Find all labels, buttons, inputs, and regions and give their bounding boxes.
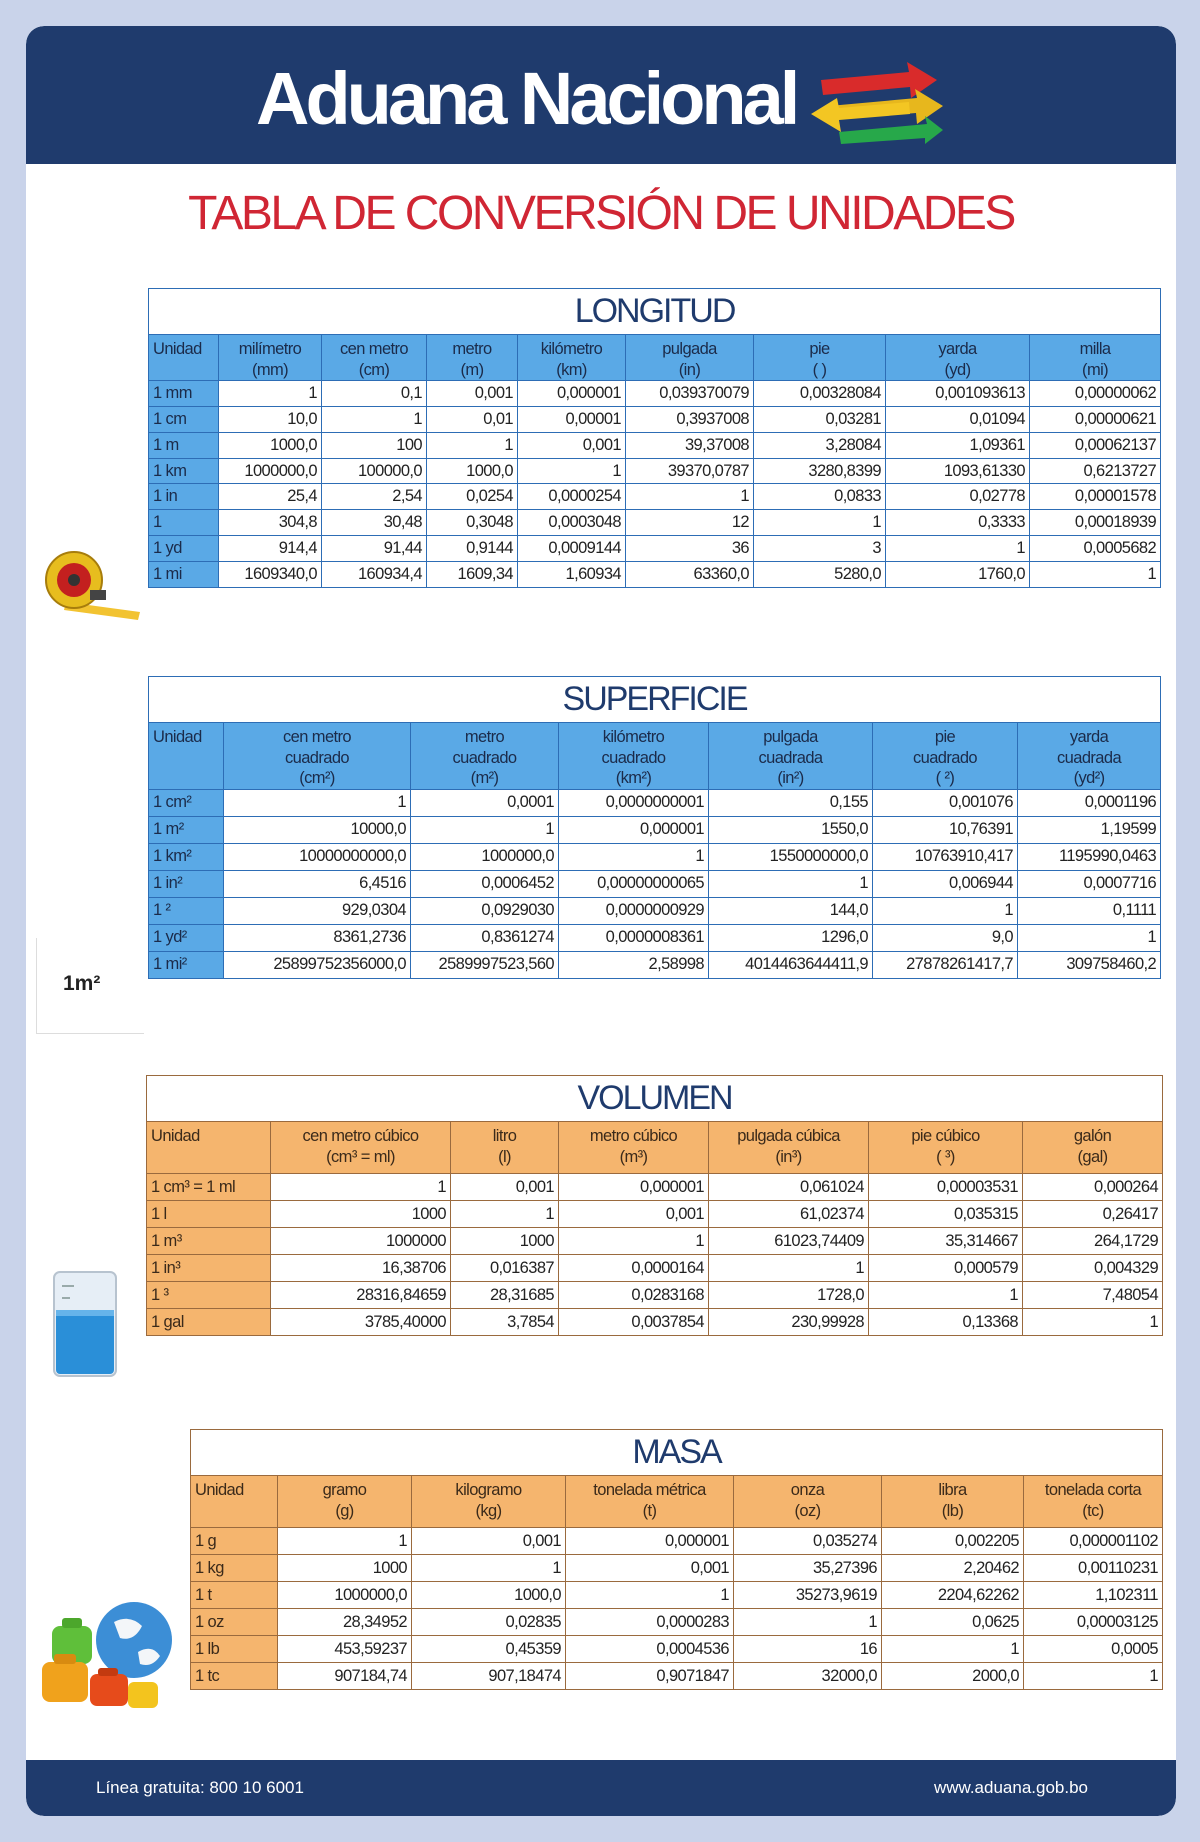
header-bar — [26, 26, 1176, 164]
table-cell: 0,0000008361 — [559, 924, 709, 951]
table-cell: 30,48 — [322, 510, 427, 536]
table-cell: 1 — [873, 897, 1018, 924]
table-row — [149, 951, 1161, 978]
table-cell: 0,3048 — [427, 510, 518, 536]
table-cell: 1000,0 — [219, 432, 322, 458]
table-cell: 304,8 — [219, 510, 322, 536]
table-cell: 0,000579 — [869, 1255, 1023, 1282]
superficie-col-header: Unidad — [149, 723, 224, 790]
masa-title: MASA — [191, 1430, 1163, 1476]
table-row — [149, 510, 1161, 536]
table-cell: 0,000001 — [566, 1528, 734, 1555]
volumen-col-header: pie cúbico ( ³) — [869, 1122, 1023, 1174]
table-cell: 914,4 — [219, 536, 322, 562]
table-cell: 0,000001102 — [1024, 1528, 1163, 1555]
table-cell: 2,54 — [322, 484, 427, 510]
row-unit-label: 1 km — [149, 458, 219, 484]
table-cell: 0,00000621 — [1030, 407, 1161, 433]
masa-col-header: tonelada corta (tc) — [1024, 1476, 1163, 1528]
volumen-col-header: cen metro cúbico (cm³ = ml) — [271, 1122, 451, 1174]
volumen-col-header: litro (l) — [451, 1122, 559, 1174]
table-cell: 1,60934 — [518, 561, 626, 587]
table-cell: 0,0254 — [427, 484, 518, 510]
masa-header-row — [191, 1476, 1163, 1528]
table-cell: 28,31685 — [451, 1282, 559, 1309]
table-cell: 0,004329 — [1023, 1255, 1163, 1282]
longitud-col-header: pulgada (in) — [626, 335, 754, 381]
table-cell: 0,02778 — [886, 484, 1030, 510]
superficie-table — [148, 676, 1161, 979]
table-cell: 0,13368 — [869, 1309, 1023, 1336]
table-row — [191, 1555, 1163, 1582]
masa-col-header: libra (lb) — [882, 1476, 1024, 1528]
table-cell: 1 — [451, 1201, 559, 1228]
row-unit-label: 1 mi² — [149, 951, 224, 978]
masa-body — [191, 1528, 1163, 1690]
row-unit-label: 1 ³ — [147, 1282, 271, 1309]
table-cell: 0,1111 — [1018, 897, 1161, 924]
row-unit-label: 1 kg — [191, 1555, 278, 1582]
table-cell: 0,00062137 — [1030, 432, 1161, 458]
table-cell: 1 — [278, 1528, 412, 1555]
table-cell: 28,34952 — [278, 1609, 412, 1636]
table-row — [147, 1201, 1163, 1228]
table-cell: 16,38706 — [271, 1255, 451, 1282]
table-cell: 309758460,2 — [1018, 951, 1161, 978]
table-cell: 0,0000283 — [566, 1609, 734, 1636]
table-cell: 0,001 — [518, 432, 626, 458]
table-cell: 1 — [1023, 1309, 1163, 1336]
table-cell: 1550,0 — [709, 816, 873, 843]
row-unit-label: 1 in² — [149, 870, 224, 897]
table-cell: 0,00000000065 — [559, 870, 709, 897]
table-row — [149, 536, 1161, 562]
table-cell: 35273,9619 — [734, 1582, 882, 1609]
masa-col-header: Unidad — [191, 1476, 278, 1528]
table-cell: 2,58998 — [559, 951, 709, 978]
table-row — [147, 1174, 1163, 1201]
table-cell: 28316,84659 — [271, 1282, 451, 1309]
table-cell: 1 — [219, 381, 322, 407]
table-cell: 35,314667 — [869, 1228, 1023, 1255]
volumen-col-header: Unidad — [147, 1122, 271, 1174]
table-cell: 0,0283168 — [559, 1282, 709, 1309]
table-row — [191, 1609, 1163, 1636]
longitud-section — [148, 288, 1160, 588]
arrows-logo-icon — [809, 54, 944, 144]
table-cell: 0,0005682 — [1030, 536, 1161, 562]
table-cell: 0,00001 — [518, 407, 626, 433]
masa-col-header: gramo (g) — [278, 1476, 412, 1528]
tape-measure-icon — [36, 546, 146, 626]
table-cell: 3,7854 — [451, 1309, 559, 1336]
longitud-col-header: kilómetro (km) — [518, 335, 626, 381]
table-cell: 1760,0 — [886, 561, 1030, 587]
table-cell: 1 — [271, 1174, 451, 1201]
table-cell: 10000,0 — [224, 816, 411, 843]
row-unit-label: 1 gal — [147, 1309, 271, 1336]
table-cell: 91,44 — [322, 536, 427, 562]
row-unit-label: 1 cm² — [149, 789, 224, 816]
table-cell: 453,59237 — [278, 1636, 412, 1663]
table-cell: 1 — [411, 816, 559, 843]
table-cell: 1000 — [451, 1228, 559, 1255]
volumen-col-header: metro cúbico (m³) — [559, 1122, 709, 1174]
row-unit-label: 1 m³ — [147, 1228, 271, 1255]
table-cell: 1 — [1030, 561, 1161, 587]
table-cell: 3280,8399 — [754, 458, 886, 484]
table-cell: 0,0037854 — [559, 1309, 709, 1336]
page-title: TABLA DE CONVERSIÓN DE UNIDADES — [188, 187, 1014, 240]
table-cell: 0,061024 — [709, 1174, 869, 1201]
table-cell: 1000000,0 — [278, 1582, 412, 1609]
longitud-col-header: milla (mi) — [1030, 335, 1161, 381]
masa-col-header: onza (oz) — [734, 1476, 882, 1528]
table-cell: 1 — [224, 789, 411, 816]
table-row — [149, 924, 1161, 951]
table-cell: 10,0 — [219, 407, 322, 433]
masa-section — [190, 1429, 1162, 1690]
table-cell: 2204,62262 — [882, 1582, 1024, 1609]
row-unit-label: 1 g — [191, 1528, 278, 1555]
row-unit-label: 1 cm — [149, 407, 219, 433]
table-cell: 1093,61330 — [886, 458, 1030, 484]
table-row — [191, 1528, 1163, 1555]
table-cell: 0,000001 — [559, 1174, 709, 1201]
row-unit-label: 1 yd² — [149, 924, 224, 951]
table-cell: 2,20462 — [882, 1555, 1024, 1582]
table-cell: 0,45359 — [412, 1636, 566, 1663]
table-cell: 6,4516 — [224, 870, 411, 897]
table-cell: 0,00001578 — [1030, 484, 1161, 510]
area-square-illustration — [36, 938, 144, 1034]
table-cell: 3,28084 — [754, 432, 886, 458]
longitud-col-header: Unidad — [149, 335, 219, 381]
row-unit-label: 1 ² — [149, 897, 224, 924]
table-row — [149, 432, 1161, 458]
table-cell: 1 — [559, 1228, 709, 1255]
longitud-table — [148, 288, 1161, 588]
table-cell: 1195990,0463 — [1018, 843, 1161, 870]
table-cell: 1,09361 — [886, 432, 1030, 458]
table-cell: 144,0 — [709, 897, 873, 924]
table-cell: 9,0 — [873, 924, 1018, 951]
table-cell: 0,016387 — [451, 1255, 559, 1282]
table-cell: 0,00328084 — [754, 381, 886, 407]
table-cell: 1296,0 — [709, 924, 873, 951]
table-cell: 10763910,417 — [873, 843, 1018, 870]
row-unit-label: 1 in³ — [147, 1255, 271, 1282]
table-cell: 100 — [322, 432, 427, 458]
table-cell: 0,0000000929 — [559, 897, 709, 924]
table-cell: 1000,0 — [412, 1582, 566, 1609]
superficie-col-header: cen metro cuadrado (cm²) — [224, 723, 411, 790]
table-cell: 61,02374 — [709, 1201, 869, 1228]
table-cell: 0,0929030 — [411, 897, 559, 924]
table-cell: 230,99928 — [709, 1309, 869, 1336]
table-cell: 16 — [734, 1636, 882, 1663]
table-cell: 10,76391 — [873, 816, 1018, 843]
table-cell: 0,000001 — [518, 381, 626, 407]
table-cell: 10000000000,0 — [224, 843, 411, 870]
table-cell: 0,000264 — [1023, 1174, 1163, 1201]
table-cell: 8361,2736 — [224, 924, 411, 951]
table-cell: 0,0001196 — [1018, 789, 1161, 816]
longitud-col-header: pie ( ) — [754, 335, 886, 381]
table-cell: 0,9071847 — [566, 1663, 734, 1690]
beaker-icon — [40, 1266, 130, 1381]
table-row — [147, 1255, 1163, 1282]
table-cell: 0,3333 — [886, 510, 1030, 536]
volumen-col-header: galón (gal) — [1023, 1122, 1163, 1174]
table-cell: 32000,0 — [734, 1663, 882, 1690]
row-unit-label: 1 — [149, 510, 219, 536]
volumen-section — [146, 1075, 1162, 1336]
area-square-label: 1m² — [63, 972, 101, 995]
table-cell: 4014463644411,9 — [709, 951, 873, 978]
table-row — [191, 1582, 1163, 1609]
table-cell: 3 — [754, 536, 886, 562]
table-cell: 1609,34 — [427, 561, 518, 587]
table-cell: 0,00000062 — [1030, 381, 1161, 407]
table-cell: 907,18474 — [412, 1663, 566, 1690]
row-unit-label: 1 tc — [191, 1663, 278, 1690]
table-cell: 160934,4 — [322, 561, 427, 587]
table-cell: 5280,0 — [754, 561, 886, 587]
longitud-col-header: metro (m) — [427, 335, 518, 381]
table-cell: 0,02835 — [412, 1609, 566, 1636]
table-cell: 0,0005 — [1024, 1636, 1163, 1663]
table-cell: 7,48054 — [1023, 1282, 1163, 1309]
table-cell: 1 — [869, 1282, 1023, 1309]
longitud-body — [149, 381, 1161, 587]
table-cell: 0,0000254 — [518, 484, 626, 510]
table-cell: 1000000,0 — [411, 843, 559, 870]
table-cell: 0,0009144 — [518, 536, 626, 562]
table-cell: 100000,0 — [322, 458, 427, 484]
table-cell: 1 — [566, 1582, 734, 1609]
row-unit-label: 1 mm — [149, 381, 219, 407]
table-cell: 0,8361274 — [411, 924, 559, 951]
table-cell: 0,035274 — [734, 1528, 882, 1555]
table-cell: 1 — [427, 432, 518, 458]
table-row — [149, 897, 1161, 924]
table-cell: 0,0001 — [411, 789, 559, 816]
table-row — [147, 1228, 1163, 1255]
table-cell: 0,001 — [451, 1174, 559, 1201]
row-unit-label: 1 in — [149, 484, 219, 510]
superficie-body — [149, 789, 1161, 978]
table-cell: 1 — [322, 407, 427, 433]
row-unit-label: 1 l — [147, 1201, 271, 1228]
masa-col-header: tonelada métrica (t) — [566, 1476, 734, 1528]
table-row — [149, 484, 1161, 510]
table-cell: 0,002205 — [882, 1528, 1024, 1555]
table-cell: 0,000001 — [559, 816, 709, 843]
table-cell: 39370,0787 — [626, 458, 754, 484]
table-cell: 0,001 — [412, 1528, 566, 1555]
table-cell: 0,0004536 — [566, 1636, 734, 1663]
table-cell: 63360,0 — [626, 561, 754, 587]
table-cell: 907184,74 — [278, 1663, 412, 1690]
table-cell: 1609340,0 — [219, 561, 322, 587]
longitud-header-row — [149, 335, 1161, 381]
superficie-section — [148, 676, 1160, 979]
superficie-header-row — [149, 723, 1161, 790]
poster — [26, 26, 1176, 1816]
table-cell: 0,6213727 — [1030, 458, 1161, 484]
volumen-body — [147, 1174, 1163, 1336]
superficie-col-header: yarda cuadrada (yd²) — [1018, 723, 1161, 790]
volumen-table — [146, 1075, 1163, 1336]
longitud-col-header: cen metro (cm) — [322, 335, 427, 381]
table-cell: 1000 — [271, 1201, 451, 1228]
table-cell: 1 — [518, 458, 626, 484]
row-unit-label: 1 km² — [149, 843, 224, 870]
volumen-col-header: pulgada cúbica (in³) — [709, 1122, 869, 1174]
weights-globe-icon — [34, 1586, 184, 1716]
table-row — [147, 1282, 1163, 1309]
superficie-col-header: kilómetro cuadrado (km²) — [559, 723, 709, 790]
row-unit-label: 1 oz — [191, 1609, 278, 1636]
table-cell: 0,00003125 — [1024, 1609, 1163, 1636]
table-cell: 0,006944 — [873, 870, 1018, 897]
table-cell: 25,4 — [219, 484, 322, 510]
table-cell: 1 — [412, 1555, 566, 1582]
table-cell: 1 — [1024, 1663, 1163, 1690]
table-cell: 1 — [559, 843, 709, 870]
table-cell: 39,37008 — [626, 432, 754, 458]
website-link[interactable]: www.aduana.gob.bo — [933, 1778, 1088, 1797]
row-unit-label: 1 cm³ = 1 ml — [147, 1174, 271, 1201]
table-row — [149, 458, 1161, 484]
longitud-title: LONGITUD — [149, 289, 1161, 335]
table-cell: 1 — [734, 1609, 882, 1636]
table-cell: 1000 — [278, 1555, 412, 1582]
table-cell: 1,102311 — [1024, 1582, 1163, 1609]
table-cell: 0,0000164 — [559, 1255, 709, 1282]
table-cell: 0,1 — [322, 381, 427, 407]
table-cell: 0,0833 — [754, 484, 886, 510]
row-unit-label: 1 yd — [149, 536, 219, 562]
table-cell: 12 — [626, 510, 754, 536]
brand-name: Aduana Nacional — [256, 57, 797, 140]
footer-bar — [26, 1760, 1176, 1816]
table-cell: 0,0007716 — [1018, 870, 1161, 897]
table-cell: 1 — [626, 484, 754, 510]
table-cell: 0,00110231 — [1024, 1555, 1163, 1582]
longitud-col-header: milímetro (mm) — [219, 335, 322, 381]
row-unit-label: 1 mi — [149, 561, 219, 587]
table-cell: 0,0003048 — [518, 510, 626, 536]
table-cell: 0,001093613 — [886, 381, 1030, 407]
table-cell: 61023,74409 — [709, 1228, 869, 1255]
table-cell: 0,00003531 — [869, 1174, 1023, 1201]
table-cell: 3785,40000 — [271, 1309, 451, 1336]
table-cell: 0,035315 — [869, 1201, 1023, 1228]
table-row — [149, 407, 1161, 433]
superficie-col-header: pie cuadrado ( ²) — [873, 723, 1018, 790]
table-cell: 1000000,0 — [219, 458, 322, 484]
table-cell: 0,039370079 — [626, 381, 754, 407]
table-cell: 0,26417 — [1023, 1201, 1163, 1228]
table-cell: 1 — [709, 1255, 869, 1282]
table-cell: 0,0000000001 — [559, 789, 709, 816]
table-cell: 0,00018939 — [1030, 510, 1161, 536]
table-cell: 0,01094 — [886, 407, 1030, 433]
table-cell: 0,001 — [566, 1555, 734, 1582]
table-cell: 1 — [709, 870, 873, 897]
superficie-title: SUPERFICIE — [149, 677, 1161, 723]
table-cell: 1 — [1018, 924, 1161, 951]
volumen-title: VOLUMEN — [147, 1076, 1163, 1122]
table-row — [149, 816, 1161, 843]
table-row — [191, 1663, 1163, 1690]
table-cell: 0,0625 — [882, 1609, 1024, 1636]
table-cell: 0,0006452 — [411, 870, 559, 897]
longitud-col-header: yarda (yd) — [886, 335, 1030, 381]
table-cell: 35,27396 — [734, 1555, 882, 1582]
superficie-col-header: metro cuadrado (m²) — [411, 723, 559, 790]
table-cell: 1 — [754, 510, 886, 536]
table-cell: 1000000 — [271, 1228, 451, 1255]
superficie-col-header: pulgada cuadrada (in²) — [709, 723, 873, 790]
table-row — [149, 561, 1161, 587]
table-cell: 27878261417,7 — [873, 951, 1018, 978]
table-cell: 1728,0 — [709, 1282, 869, 1309]
table-row — [149, 870, 1161, 897]
row-unit-label: 1 m — [149, 432, 219, 458]
table-cell: 2000,0 — [882, 1663, 1024, 1690]
table-cell: 264,1729 — [1023, 1228, 1163, 1255]
table-cell: 0,03281 — [754, 407, 886, 433]
table-cell: 1 — [882, 1636, 1024, 1663]
volumen-header-row — [147, 1122, 1163, 1174]
table-row — [149, 789, 1161, 816]
table-row — [149, 381, 1161, 407]
table-cell: 0,001 — [427, 381, 518, 407]
table-cell: 0,3937008 — [626, 407, 754, 433]
row-unit-label: 1 t — [191, 1582, 278, 1609]
table-cell: 1 — [886, 536, 1030, 562]
table-cell: 0,01 — [427, 407, 518, 433]
table-cell: 1550000000,0 — [709, 843, 873, 870]
table-cell: 0,001076 — [873, 789, 1018, 816]
masa-col-header: kilogramo (kg) — [412, 1476, 566, 1528]
table-cell: 1000,0 — [427, 458, 518, 484]
table-cell: 1,19599 — [1018, 816, 1161, 843]
table-cell: 0,9144 — [427, 536, 518, 562]
table-cell: 2589997523,560 — [411, 951, 559, 978]
table-row — [149, 843, 1161, 870]
table-row — [147, 1309, 1163, 1336]
table-cell: 36 — [626, 536, 754, 562]
row-unit-label: 1 lb — [191, 1636, 278, 1663]
masa-table — [190, 1429, 1163, 1690]
table-cell: 0,155 — [709, 789, 873, 816]
hotline-text: Línea gratuita: 800 10 6001 — [96, 1778, 304, 1797]
table-cell: 0,001 — [559, 1201, 709, 1228]
table-cell: 25899752356000,0 — [224, 951, 411, 978]
table-row — [191, 1636, 1163, 1663]
table-cell: 929,0304 — [224, 897, 411, 924]
row-unit-label: 1 m² — [149, 816, 224, 843]
